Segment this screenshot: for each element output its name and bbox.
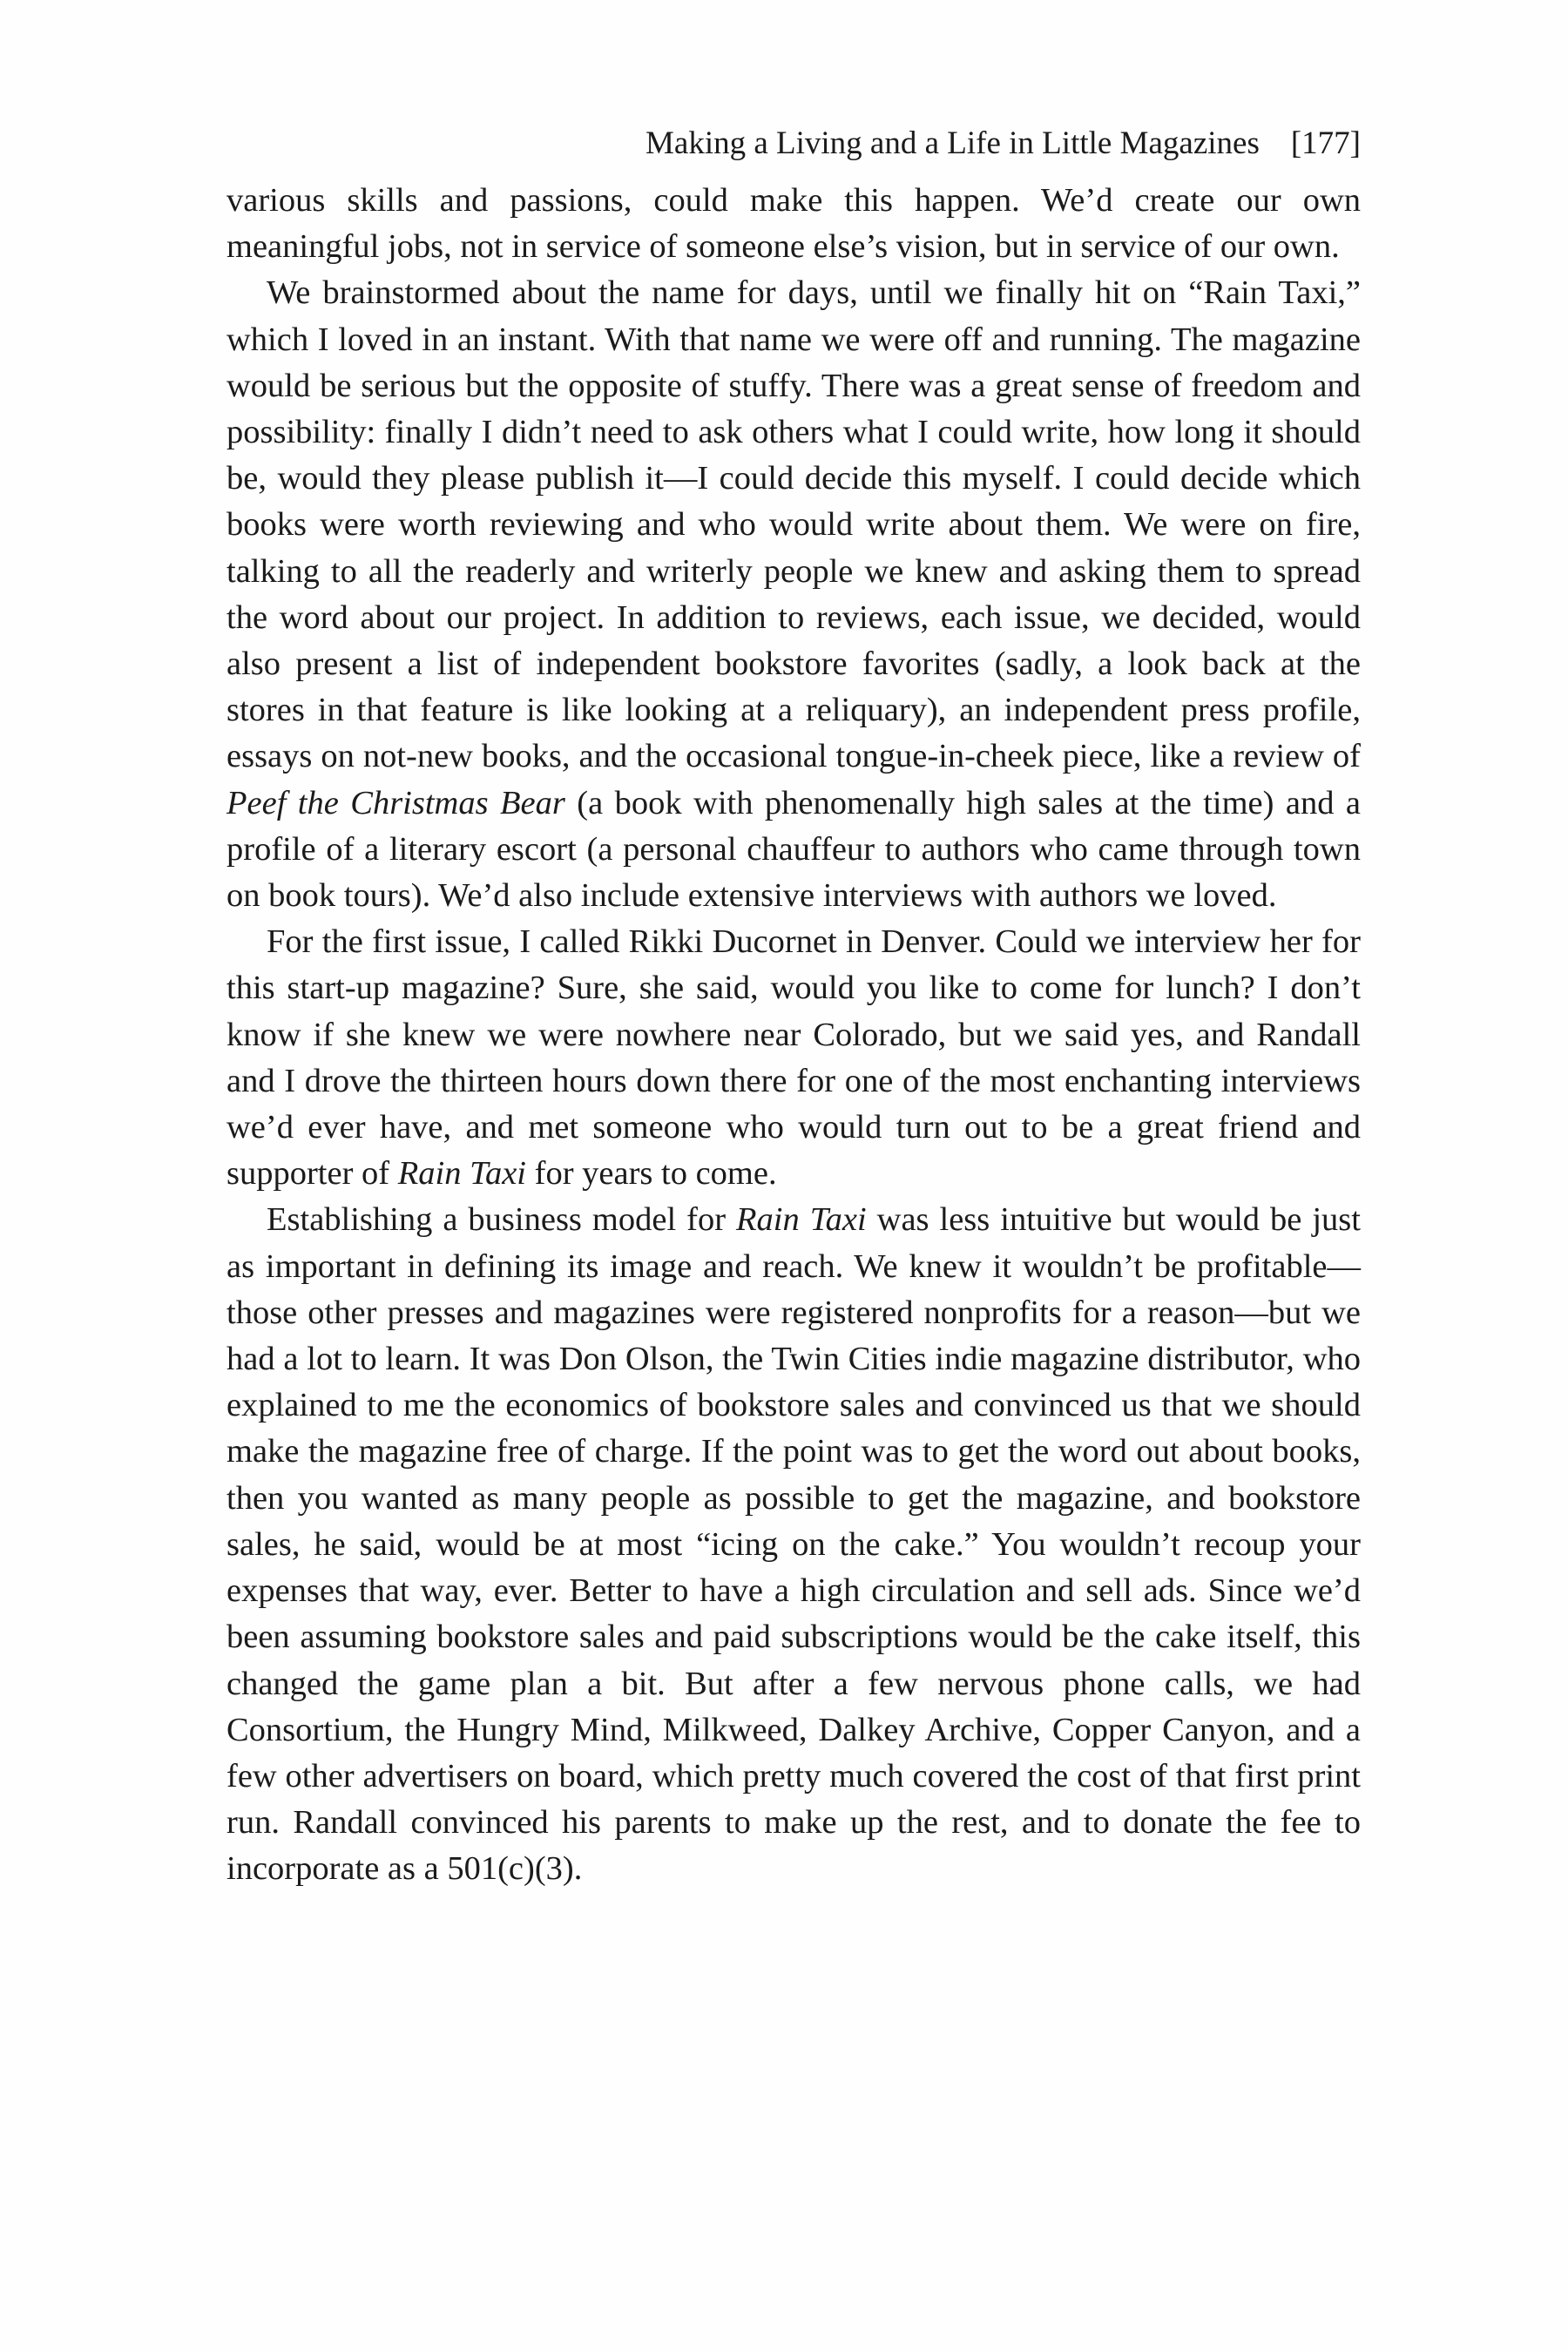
book-title-italic: Peef the Christmas Bear bbox=[226, 784, 565, 821]
page-body bbox=[226, 178, 1361, 1893]
text-run: (a book with phenomenally high sales at the time) and a profile of a literary escort (a personal chauffeur to authors who came through town on book tours). We’d also include extensive interviews with authors we loved. bbox=[226, 784, 1361, 915]
text-run: was less intuitive but would be just as important in defining its image and reach. We knew it wouldn’t be profitable—those other presses and magazines were registered nonprofits for a reason—but we had a lot to learn. It was Don Olson, the Twin Cities indie magazine distributor, who explained to me the economics of bookstore sales and convinced us that we should make the magazine free of charge. If the point was to get the word out about books, then you wanted as many people as possible to get the magazine, and bookstore sales, he said, would be at most “icing on the cake.” You wouldn’t recoup your expenses that way, ever. Better to have a high circulation and sell ads. Since we’d been assuming bookstore sales and paid subscriptions would be the cake itself, this changed the game plan a bit. But after a few nervous phone calls, we had Consortium, the Hungry Mind, Milkweed, Dalkey Archive, Copper Canyon, and a few other advertisers on board, which pretty much covered the cost of that first print run. Randall convinced his parents to make up the rest, and to donate the fee to incorporate as a 501(c)(3). bbox=[226, 1201, 1361, 1888]
page-number: [177] bbox=[1290, 125, 1361, 161]
running-head-title: Making a Living and a Life in Little Magazines bbox=[645, 125, 1260, 161]
text-run: Establishing a business model for bbox=[267, 1201, 737, 1239]
paragraph bbox=[226, 178, 1361, 270]
magazine-title-italic: Rain Taxi bbox=[736, 1201, 867, 1239]
text-block bbox=[226, 120, 1361, 1893]
paragraph bbox=[226, 919, 1361, 1197]
paragraph bbox=[226, 270, 1361, 919]
paragraph bbox=[226, 1197, 1361, 1892]
running-header bbox=[226, 120, 1361, 166]
text-run: for years to come. bbox=[526, 1155, 777, 1193]
text-run: For the first issue, I called Rikki Ducornet in Denver. Could we interview her for this start-up magazine? Sure, she said, would you like to come for lunch? I don’t know if she knew we were nowhere near Colorado, but we said yes, and Randall and I drove the thirteen hours down there for one of the most enchanting interviews we’d ever have, and met someone who would turn out to be a great friend and supporter of bbox=[226, 923, 1361, 1193]
text-run: We brainstormed about the name for days, until we finally hit on “Rain Taxi,” which I loved in an instant. With that name we were off and running. The magazine would be serious but the opposite of stuffy. There was a great sense of freedom and possibility: finally I didn’t need to ask others what I could write, how long it should be, would they please publish it—I could decide this myself. I could decide which books were worth reviewing and who would write about them. We were on fire, talking to all the readerly and writerly people we knew and asking them to spread the word about our project. In addition to reviews, each issue, we decided, would also present a list of independent bookstore favorites (sadly, a look back at the stores in that feature is like looking at a reliquary), an independent press profile, essays on not-new books, and the occasional tongue-in-cheek piece, like a review of bbox=[226, 274, 1361, 775]
text-run: various skills and passions, could make this happen. We’d create our own meaningful jobs, not in service of someone else’s vision, but in service of our own. bbox=[226, 182, 1361, 266]
magazine-title-italic: Rain Taxi bbox=[397, 1155, 526, 1193]
